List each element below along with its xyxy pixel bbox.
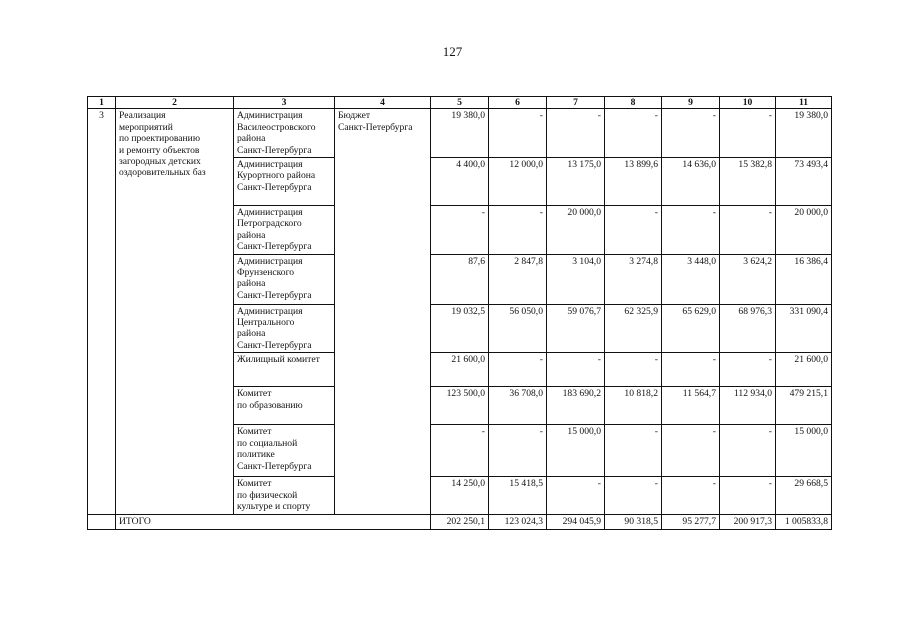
- value-cell: -: [662, 353, 720, 387]
- value-cell: 68 976,3: [720, 304, 776, 353]
- value-cell: 123 500,0: [431, 387, 489, 425]
- column-header: 8: [605, 97, 662, 109]
- column-header: 5: [431, 97, 489, 109]
- value-cell: -: [662, 206, 720, 255]
- value-cell: -: [720, 109, 776, 158]
- budget-table: [87, 96, 832, 530]
- total-value-cell: 200 917,3: [720, 515, 776, 529]
- value-cell: 12 000,0: [489, 158, 547, 206]
- value-cell: 29 668,5: [776, 477, 832, 515]
- value-cell: -: [720, 477, 776, 515]
- value-cell: -: [489, 353, 547, 387]
- value-cell: -: [431, 206, 489, 255]
- value-cell: 19 032,5: [431, 304, 489, 353]
- value-cell: -: [489, 109, 547, 158]
- value-cell: -: [547, 353, 605, 387]
- value-cell: 13 175,0: [547, 158, 605, 206]
- value-cell: 112 934,0: [720, 387, 776, 425]
- value-cell: -: [605, 109, 662, 158]
- value-cell: 4 400,0: [431, 158, 489, 206]
- value-cell: -: [662, 425, 720, 477]
- value-cell: -: [489, 425, 547, 477]
- value-cell: 13 899,6: [605, 158, 662, 206]
- value-cell: 15 418,5: [489, 477, 547, 515]
- value-cell: 479 215,1: [776, 387, 832, 425]
- total-value-cell: 202 250,1: [431, 515, 489, 529]
- value-cell: -: [547, 477, 605, 515]
- executor-cell: Комитет по образованию: [234, 387, 335, 425]
- value-cell: 331 090,4: [776, 304, 832, 353]
- value-cell: 19 380,0: [776, 109, 832, 158]
- value-cell: 14 250,0: [431, 477, 489, 515]
- column-header: 10: [720, 97, 776, 109]
- executor-cell: Жилищный комитет: [234, 353, 335, 387]
- executor-cell: Администрация Фрунзенского района Санкт-Петербурга: [234, 254, 335, 304]
- value-cell: 21 600,0: [431, 353, 489, 387]
- total-empty-cell: [88, 515, 116, 529]
- executor-cell: Администрация Курортного района Санкт-Петербурга: [234, 158, 335, 206]
- source-cell: Бюджет Санкт-Петербурга: [335, 109, 431, 515]
- value-cell: -: [605, 477, 662, 515]
- value-cell: 10 818,2: [605, 387, 662, 425]
- column-header: 6: [489, 97, 547, 109]
- value-cell: -: [431, 425, 489, 477]
- value-cell: -: [605, 206, 662, 255]
- value-cell: -: [720, 425, 776, 477]
- value-cell: 19 380,0: [431, 109, 489, 158]
- column-header: 1: [88, 97, 116, 109]
- value-cell: 36 708,0: [489, 387, 547, 425]
- total-value-cell: 294 045,9: [547, 515, 605, 529]
- value-cell: 15 382,8: [720, 158, 776, 206]
- column-header: 4: [335, 97, 431, 109]
- value-cell: 14 636,0: [662, 158, 720, 206]
- value-cell: -: [489, 206, 547, 255]
- value-cell: 16 386,4: [776, 254, 832, 304]
- total-value-cell: 1 005833,8: [776, 515, 832, 529]
- value-cell: 65 629,0: [662, 304, 720, 353]
- value-cell: 3 274,8: [605, 254, 662, 304]
- value-cell: 21 600,0: [776, 353, 832, 387]
- column-header: 7: [547, 97, 605, 109]
- table-row: [88, 109, 832, 158]
- value-cell: 15 000,0: [547, 425, 605, 477]
- value-cell: 2 847,8: [489, 254, 547, 304]
- value-cell: 20 000,0: [547, 206, 605, 255]
- total-value-cell: 90 318,5: [605, 515, 662, 529]
- executor-cell: Администрация Василеостровского района Санкт-Петербурга: [234, 109, 335, 158]
- value-cell: -: [720, 206, 776, 255]
- value-cell: -: [605, 353, 662, 387]
- value-cell: 3 104,0: [547, 254, 605, 304]
- total-value-cell: 95 277,7: [662, 515, 720, 529]
- value-cell: 15 000,0: [776, 425, 832, 477]
- page-number: 127: [442, 44, 463, 59]
- row-number-cell: 3: [88, 109, 116, 515]
- value-cell: 62 325,9: [605, 304, 662, 353]
- value-cell: -: [662, 109, 720, 158]
- value-cell: 3 448,0: [662, 254, 720, 304]
- executor-cell: Комитет по физической культуре и спорту: [234, 477, 335, 515]
- header-row: [88, 97, 832, 109]
- total-value-cell: 123 024,3: [489, 515, 547, 529]
- value-cell: -: [720, 353, 776, 387]
- value-cell: -: [662, 477, 720, 515]
- value-cell: 73 493,4: [776, 158, 832, 206]
- value-cell: 11 564,7: [662, 387, 720, 425]
- value-cell: -: [605, 425, 662, 477]
- total-label: ИТОГО: [116, 515, 431, 529]
- value-cell: 3 624,2: [720, 254, 776, 304]
- column-header: 11: [776, 97, 832, 109]
- activity-cell: Реализация мероприятий по проектированию и ремонту объектов загородных детских оздоровительных баз: [116, 109, 234, 515]
- value-cell: 183 690,2: [547, 387, 605, 425]
- value-cell: -: [547, 109, 605, 158]
- executor-cell: Комитет по социальной политике Санкт-Петербурга: [234, 425, 335, 477]
- value-cell: 56 050,0: [489, 304, 547, 353]
- column-header: 3: [234, 97, 335, 109]
- value-cell: 59 076,7: [547, 304, 605, 353]
- column-header: 9: [662, 97, 720, 109]
- executor-cell: Администрация Петроградского района Санкт-Петербурга: [234, 206, 335, 255]
- column-header: 2: [116, 97, 234, 109]
- total-row: [88, 515, 832, 529]
- value-cell: 87,6: [431, 254, 489, 304]
- value-cell: 20 000,0: [776, 206, 832, 255]
- executor-cell: Администрация Центрального района Санкт-Петербурга: [234, 304, 335, 353]
